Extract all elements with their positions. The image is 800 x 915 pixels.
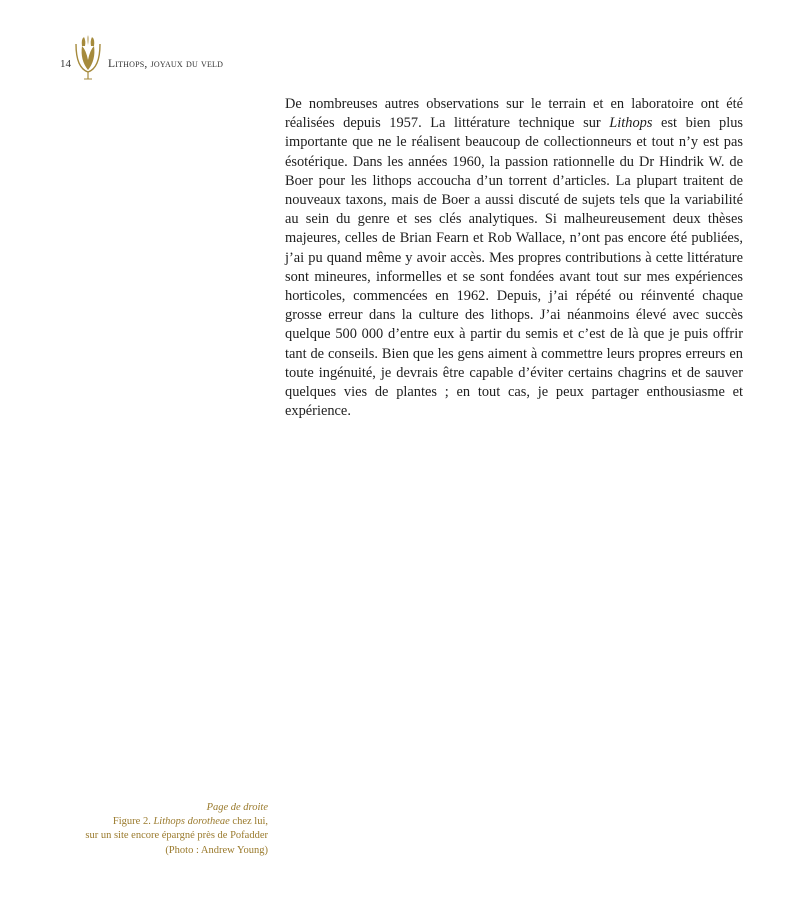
figure-caption <box>38 801 268 858</box>
body-text-italic-genus: Lithops <box>609 115 653 132</box>
caption-line-2: sur un site encore épargné près de Pofadder <box>85 830 268 842</box>
lithops-plant-emblem-icon <box>72 34 104 80</box>
page-number: 14 <box>60 58 71 70</box>
caption-fig-suffix: chez lui, <box>229 816 268 828</box>
body-paragraph <box>285 95 743 421</box>
caption-fig-prefix: Figure 2. <box>112 816 154 828</box>
body-text-part1: De nombreuses autres observations sur le terrain et en laboratoire ont été réalisées depuis 1957. La littérature technique sur <box>285 96 743 132</box>
caption-heading: Page de droite <box>206 802 268 813</box>
caption-species: Lithops dorotheae <box>153 816 230 828</box>
running-title: Lithops, joyaux du veld <box>108 58 224 70</box>
caption-photo-credit: (Photo : Andrew Young) <box>165 844 268 856</box>
caption-line-1 <box>38 815 268 829</box>
body-text-part2: est bien plus importante que ne le réalisent beaucoup de collectionneurs et tout n’y est pas ésotérique. Dans les années 1960, la passion rationnelle du Dr Hindrik W. de Boer pour les lithops accoucha d’un torrent d’articles. La plupart traitent de nouveaux taxons, mais de Boer a aussi discuté de sujets tels que la variabilité au sein du genre et ses clés analytiques. Si malheureusement deux thèses majeures, celles de Brian Fearn et Rob Wallace, n’ont pas encore été publiées, j’ai pu quand même y avoir accès. Mes propres contributions à cette littérature sont mineures, informelles et se sont fondées avant tout sur mes expériences horticoles, commencées en 1962. Depuis, j’ai répété ou réinventé chaque grosse erreur dans la culture des lithops. J’ai néanmoins élevé avec succès quelque 500 000 d’entre eux à partir du semis et c’est de là que je puis offrir tant de conseils. Bien que les gens aiment à commettre leurs propres erreurs en toute ingénuité, je devrais être capable d’éviter certains chagrins et de sauver quelques vies de plantes ; en tout cas, je peux partager enthousiasme et expérience. <box>285 115 743 420</box>
